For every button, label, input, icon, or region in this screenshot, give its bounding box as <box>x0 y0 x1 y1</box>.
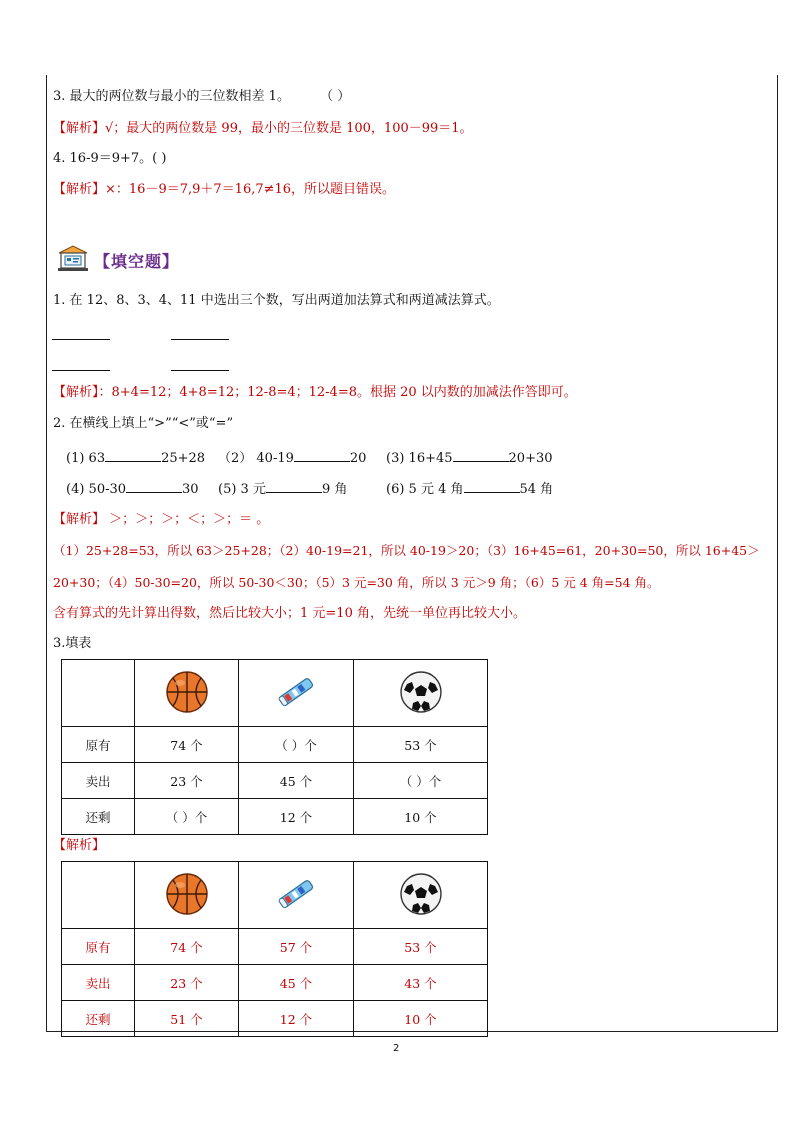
answer-blank <box>171 370 229 371</box>
compare-left: (3) 16+45 <box>386 451 453 466</box>
table-cell: （ ）个 <box>354 763 488 799</box>
compare-left: （2） 40-19 <box>218 451 294 466</box>
basketball-icon <box>135 862 239 929</box>
answer-blank <box>171 339 229 340</box>
answer-tag: 【解析】 <box>53 121 106 136</box>
table-row <box>62 965 488 1001</box>
fill-answer-1-text: ：8+4=12；4+8=12；12-8=4；12-4=8。根据 20 以内数的加减法作答即可。 <box>98 385 577 400</box>
fill-question-2: 2. 在横线上填上“>”“<”或“=” <box>53 416 234 431</box>
compare-blank <box>453 449 509 462</box>
compare-item-4 <box>66 480 199 499</box>
row-label: 原有 <box>62 929 135 965</box>
fill-question-1: 1. 在 12、8、3、4、11 中选出三个数，写出两道加法算式和两道减法算式。 <box>53 293 500 308</box>
fill-explain-2-line2: 20+30；（4）50-30=20，所以 50-30＜30；（5）3 元=30 角，所以 3 元＞9 角；（6）5 元 4 角=54 角。 <box>53 575 660 590</box>
table-cell: （ ）个 <box>135 799 239 835</box>
compare-left: (4) 50-30 <box>66 482 127 497</box>
jump-rope-icon <box>239 862 354 929</box>
table-cell: 12 个 <box>239 1001 354 1037</box>
answer-4-text: ×：16－9＝7,9＋7＝16,7≠16，所以题目错误。 <box>105 182 396 197</box>
answer-blank <box>52 370 110 371</box>
row-label: 卖出 <box>62 965 135 1001</box>
table-corner-cell <box>62 660 135 727</box>
table-cell: 23 个 <box>135 965 239 1001</box>
compare-left: (5) 3 元 <box>218 482 266 497</box>
table-row <box>62 1001 488 1037</box>
compare-item-1 <box>66 449 205 468</box>
fill-explain-2-line3: 含有算式的先计算出得数，然后比较大小；1 元=10 角，先统一单位再比较大小。 <box>53 606 526 621</box>
answer-tag: 【解析】 <box>53 182 106 197</box>
soccer-ball-icon <box>354 862 488 929</box>
answer-tag: 【解析】 <box>53 385 99 400</box>
question-3-text: 3. 最大的两位数与最小的三位数相差 1。 <box>53 89 290 104</box>
section-heading <box>56 244 179 276</box>
jump-rope-icon <box>239 660 354 727</box>
fill-question-3: 3.填表 <box>53 636 92 651</box>
answer-blank <box>52 339 110 340</box>
compare-blank <box>294 449 350 462</box>
question-4: 4. 16-9＝9+7。( ) <box>53 151 167 166</box>
compare-right: 30 <box>182 482 199 497</box>
basketball-icon <box>135 660 239 727</box>
compare-item-2 <box>218 449 366 468</box>
classroom-icon <box>56 244 90 276</box>
row-label: 卖出 <box>62 763 135 799</box>
table-row <box>62 929 488 965</box>
fill-explain-2-line1: （1）25+28=53，所以 63＞25+28；（2）40-19=21，所以 40-19＞20；（3）16+45=61，20+30=50，所以 16+45＞ <box>53 543 760 558</box>
table-cell: 51 个 <box>135 1001 239 1037</box>
compare-left: (6) 5 元 4 角 <box>386 482 464 497</box>
compare-right: 20+30 <box>508 451 553 466</box>
table-corner-cell <box>62 862 135 929</box>
soccer-ball-icon <box>354 660 488 727</box>
fill-answer-3-tag: 【解析】 <box>53 838 106 853</box>
table-cell: 53 个 <box>354 929 488 965</box>
fill-answer-1 <box>53 384 577 402</box>
section-title: 【填空题】 <box>94 251 180 271</box>
fill-answer-2 <box>53 511 269 529</box>
answer-tag: 【解析】 <box>53 512 106 527</box>
question-3-paren: （ ） <box>320 89 351 104</box>
table-cell: 53 个 <box>354 727 488 763</box>
question-3 <box>53 88 350 106</box>
table-cell: 43 个 <box>354 965 488 1001</box>
table-cell: 10 个 <box>354 799 488 835</box>
compare-right: 25+28 <box>161 451 206 466</box>
table-row <box>62 763 488 799</box>
compare-item-6 <box>386 480 553 499</box>
answer-4 <box>53 181 395 199</box>
answer-3 <box>53 120 473 138</box>
table-cell: 45 个 <box>239 763 354 799</box>
compare-left: (1) 63 <box>66 451 106 466</box>
compare-blank <box>266 480 322 493</box>
row-label: 原有 <box>62 727 135 763</box>
table-row <box>62 727 488 763</box>
compare-blank <box>464 480 520 493</box>
compare-right: 54 角 <box>519 482 554 497</box>
compare-item-3 <box>386 449 553 468</box>
table-cell: 23 个 <box>135 763 239 799</box>
answer-table <box>61 861 488 1037</box>
table-cell: 74 个 <box>135 929 239 965</box>
answer-3-text: √；最大的两位数是 99，最小的三位数是 100，100－99＝1。 <box>105 121 473 136</box>
table-cell: 10 个 <box>354 1001 488 1037</box>
row-label: 还剩 <box>62 1001 135 1037</box>
compare-right: 20 <box>349 451 367 466</box>
table-cell: 57 个 <box>239 929 354 965</box>
table-cell: 12 个 <box>239 799 354 835</box>
compare-blank <box>105 449 161 462</box>
compare-item-5 <box>218 480 347 499</box>
fill-table <box>61 659 488 835</box>
row-label: 还剩 <box>62 799 135 835</box>
table-cell: 74 个 <box>135 727 239 763</box>
table-row <box>62 799 488 835</box>
page-number: 2 <box>393 1043 400 1054</box>
compare-blank <box>126 480 182 493</box>
table-cell: 45 个 <box>239 965 354 1001</box>
compare-right: 9 角 <box>321 482 348 497</box>
fill-answer-2-text: ＞；＞；＞；＜；＞；＝ 。 <box>105 512 270 527</box>
table-cell: （ ）个 <box>239 727 354 763</box>
